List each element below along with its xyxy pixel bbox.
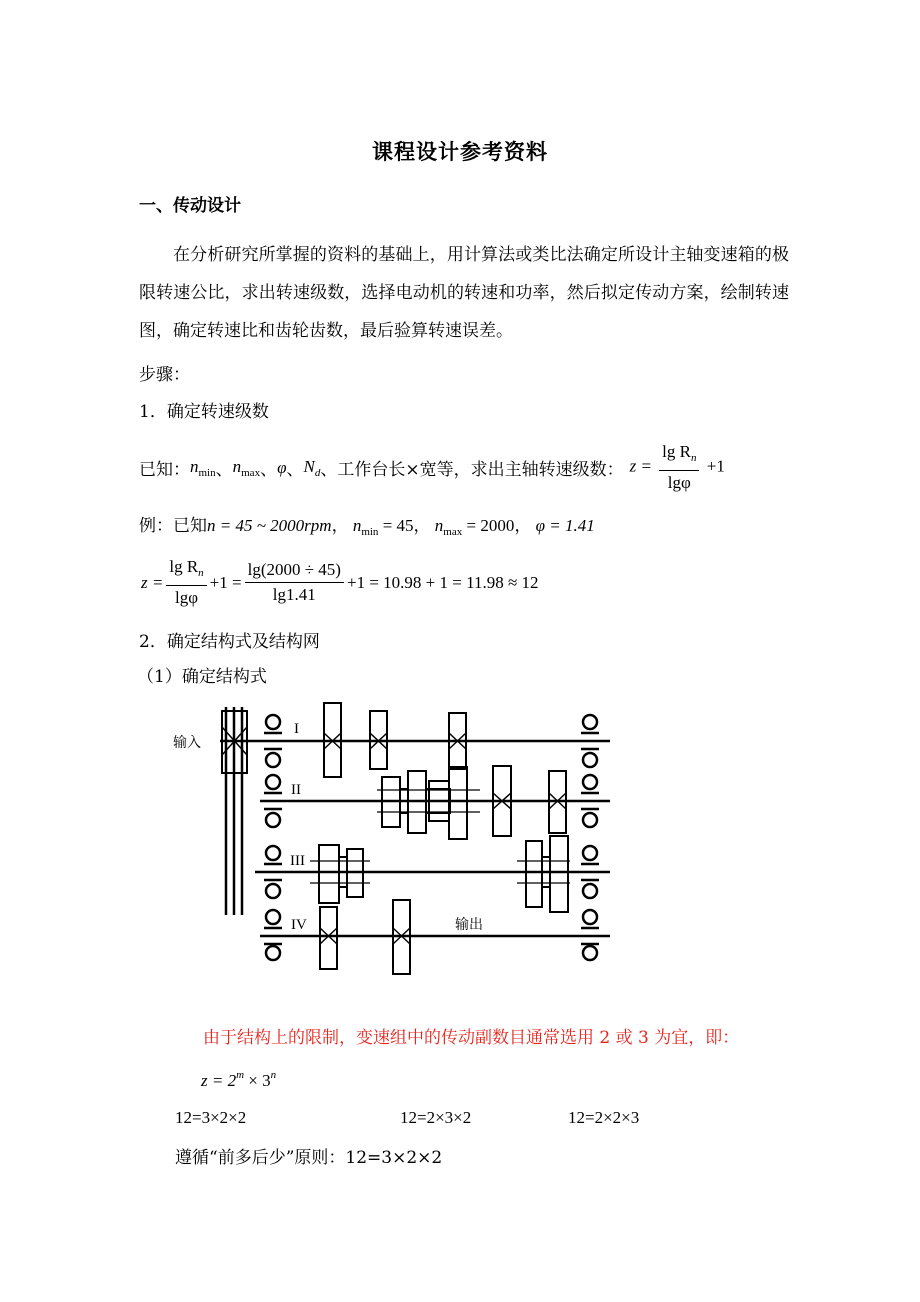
sep: 、 xyxy=(286,460,304,480)
example-n-range: n = 45 ~ 2000rpm xyxy=(207,516,332,535)
formula-z: z = $\frac{\lg R_n}{\lg\varphi}$ +1 xyxy=(629,442,725,492)
input-label: 输入 xyxy=(173,735,201,751)
formula-z-powers: $z = 2^m \times 3^n$ xyxy=(201,1069,277,1090)
sep: 、 xyxy=(260,460,278,480)
known-line xyxy=(139,442,725,493)
symbol-n-max: $n_{max}$ xyxy=(232,456,261,479)
example-nmin: $n_{min}$ xyxy=(352,516,379,538)
transmission-diagram xyxy=(160,697,630,987)
page-title: 课程设计参考资料 xyxy=(372,140,548,164)
option-2: 12=2×3×2 xyxy=(400,1108,472,1127)
symbol-N-d: $N_d$ xyxy=(303,456,321,479)
intro-paragraph: 在分析研究所掌握的资料的基础上，用计算法或类比法确定所设计主轴变速箱的极限转速公比，求出转速级数，选择电动机的转速和功率，然后拟定传动方案，绘制转速图，确定转速比和齿轮齿数，最后验算转速误差。 xyxy=(139,245,789,341)
output-label: 输出 xyxy=(455,917,483,933)
option-3: 12=2×2×3 xyxy=(568,1108,640,1127)
constraint-note: 由于结构上的限制，变速组中的传动副数目通常选用 2 或 3 为宜，即： xyxy=(203,1028,740,1048)
known-suffix: 、工作台长×宽等，求出主轴转速级数： xyxy=(320,460,624,480)
example-phi: φ = 1.41 xyxy=(535,516,595,535)
symbol-n-min: $n_{min}$ xyxy=(190,456,216,479)
section-heading-transmission: 一、传动设计 xyxy=(139,196,241,216)
step2-sub1: （1）确定结构式 xyxy=(137,667,267,687)
example-nmax: $n_{max}$ xyxy=(434,516,463,538)
calc-line: z = $\frac{\lg R_n}{\lg\varphi}$ +1 = $\frac{\lg(2000 \div 45)}{\lg 1.41}$ +1 = 10.98 + 1 = 11.98 ≈ 12 xyxy=(141,557,539,607)
example-nmin-val: = 45 xyxy=(382,516,414,535)
step1-heading: 1．确定转速级数 xyxy=(139,402,269,422)
shaft-label-2: II xyxy=(291,782,301,798)
steps-label: 步骤： xyxy=(139,365,190,385)
sep: 、 xyxy=(215,460,233,480)
shaft-label-1: I xyxy=(294,721,299,737)
known-prefix: 已知： xyxy=(139,460,190,480)
step2-heading: 2．确定结构式及结构网 xyxy=(139,632,320,652)
principle-line: 遵循“前多后少”原则：12=3×2×2 xyxy=(175,1148,443,1168)
symbol-phi: φ xyxy=(277,457,287,477)
option-1: 12=3×2×2 xyxy=(175,1108,247,1127)
example-line: 例：已知n = 45 ~ 2000rpm， $n_{min} = 45$， $n_{max} = 2000$， φ = 1.41 xyxy=(139,516,595,538)
example-nmax-val: = 2000 xyxy=(466,516,515,535)
shaft-label-3: III xyxy=(290,853,305,869)
example-prefix: 例：已知 xyxy=(139,516,207,535)
shaft-label-4: IV xyxy=(291,917,307,933)
